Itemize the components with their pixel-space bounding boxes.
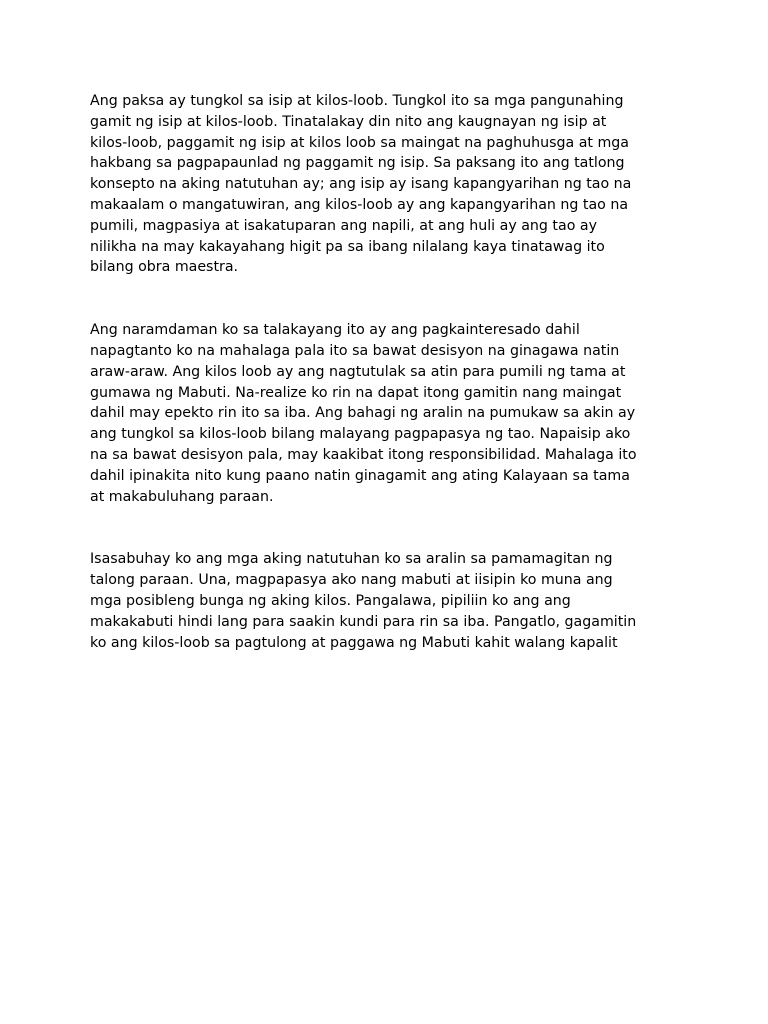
paragraph-3: Isasabuhay ko ang mga aking natutuhan ko sa aralin sa pamamagitan ng talong paraan. Una, magpapasya ako nang mabuti at iisipin ko muna ang mga posibleng bunga ng aking kilos. Pangalawa, pipiliin ko ang ang makakabuti hindi lang para saakin kundi para rin sa iba. Pangatlo, gagamitin ko ang kilos-loob sa pagtulong at paggawa ng Mabuti kahit walang kapalit — [90, 551, 637, 651]
document-body — [90, 91, 690, 653]
paragraph-1: Ang paksa ay tungkol sa isip at kilos-loob. Tungkol ito sa mga pangunahing gamit ng isip at kilos-loob. Tinatalakay din nito ang kaugnayan ng isip at kilos-loob, paggamit ng isip at kilos loob sa maingat na paghuhusga at mga hakbang sa pagpapaunlad ng paggamit ng isip. Sa paksang ito ang tatlong konsepto na aking natutuhan ay; ang isip ay isang kapangyarihan ng tao na makaalam o mangatuwiran, ang kilos-loob ay ang kapangyarihan ng tao na pumili, magpasiya at isakatuparan ang napili, at ang huli ay ang tao ay nilikha na may kakayahang higit pa sa ibang nilalang kaya tinatawag ito bilang obra maestra. — [90, 93, 632, 276]
paragraph-2: Ang naramdaman ko sa talakayang ito ay ang pagkainteresado dahil napagtanto ko na mahalaga pala ito sa bawat desisyon na ginagawa natin araw-araw. Ang kilos loob ay ang nagtutulak sa atin para pumili ng tama at gumawa ng Mabuti. Na-realize ko rin na dapat itong gamitin nang maingat dahil may epekto rin ito sa iba. Ang bahagi ng aralin na pumukaw sa akin ay ang tungkol sa kilos-loob bilang malayang pagpapasya ng tao. Napaisip ako na sa bawat desisyon pala, may kaakibat itong responsibilidad. Mahalaga ito dahil ipinakita nito kung paano natin ginagamit ang ating Kalayaan sa tama at makabuluhang paraan. — [90, 322, 637, 505]
